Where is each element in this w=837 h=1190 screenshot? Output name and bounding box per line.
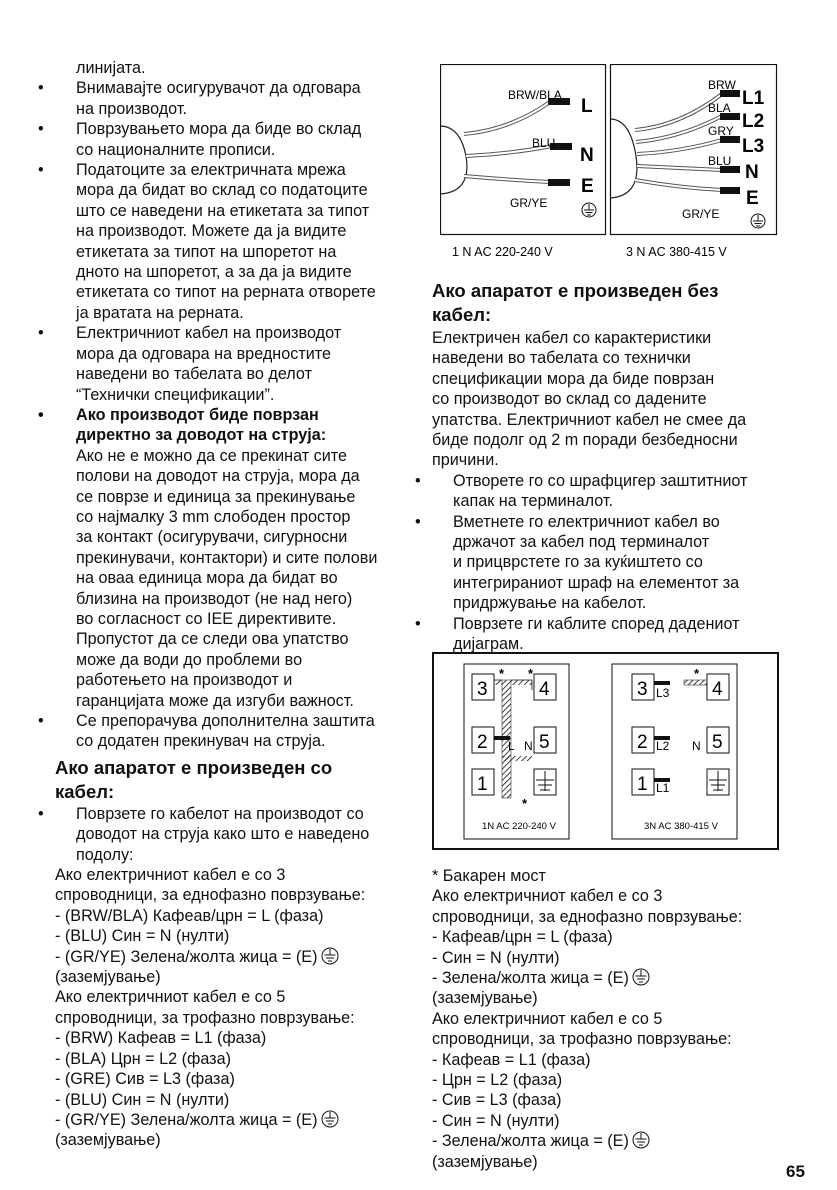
text-line xyxy=(55,1028,415,1048)
text-line-content: спроводници, за трофазно поврзување: xyxy=(432,1030,732,1049)
text-line xyxy=(55,670,415,690)
text-line-content: (заземјување) xyxy=(432,1152,538,1171)
diagram-caption: 3N AC 380-415 V xyxy=(644,821,718,832)
text-line xyxy=(432,410,784,430)
text-line xyxy=(55,804,415,824)
text-line-content: со производот во склад со дадените xyxy=(432,390,707,409)
terminal-number: 5 xyxy=(712,732,723,753)
text-line xyxy=(55,967,415,987)
ground-icon xyxy=(321,947,339,965)
text-line-content: доводот на струја како што е наведено xyxy=(76,825,370,844)
ground-icon xyxy=(751,214,765,228)
diagram-caption: 1N AC 220-240 V xyxy=(482,821,556,832)
text-line xyxy=(432,866,784,886)
text-line xyxy=(432,614,784,634)
terminal-label: E xyxy=(746,188,759,209)
text-line-content: Вметнете го електричниот кабел во xyxy=(453,512,720,531)
text-line-content: држачот за кабел под терминалот xyxy=(453,533,710,552)
terminal-label: L2 xyxy=(742,111,765,132)
text-line xyxy=(55,947,415,967)
text-line xyxy=(55,731,415,751)
text-line-content: близина на производот (не над него) xyxy=(76,589,353,608)
cable-wiring-diagram xyxy=(440,64,780,269)
text-line xyxy=(432,552,784,572)
text-line xyxy=(55,1069,415,1089)
text-line xyxy=(55,711,415,731)
text-line xyxy=(432,1009,784,1029)
heading-line: кабел: xyxy=(55,780,115,802)
text-line xyxy=(432,1131,784,1151)
text-line-content: - Кафеав/црн = L (фаза) xyxy=(432,928,613,947)
text-line-content: и прицврстете го за куќиштето со xyxy=(453,553,703,572)
text-line-content: биде подолг од 2 m поради безбедносни xyxy=(432,431,738,450)
text-line-content: на производот. Можете да ја видите xyxy=(76,222,347,241)
text-line xyxy=(55,180,415,200)
text-line xyxy=(55,242,415,262)
text-line xyxy=(55,650,415,670)
three-phase-cable-diagram xyxy=(610,65,777,260)
wire-end xyxy=(548,179,570,186)
text-line xyxy=(432,968,784,988)
wire-label: BLU xyxy=(708,154,732,168)
terminal-label: L xyxy=(581,96,593,117)
bridge-mark: * xyxy=(522,796,528,811)
text-line-content: - Кафеав = L1 (фаза) xyxy=(432,1050,591,1069)
text-line-content: Податоците за електричната мрежа xyxy=(76,161,346,180)
text-line xyxy=(55,1008,415,1028)
text-line-content: мора да бидат во склад со податоците xyxy=(76,181,368,200)
text-line-content: - (GRE) Сив = L3 (фаза) xyxy=(55,1070,235,1089)
text-line xyxy=(432,1090,784,1110)
right-text-block-2 xyxy=(432,866,784,1172)
terminal-number: 2 xyxy=(477,732,488,753)
terminal-label: L1 xyxy=(656,781,670,795)
text-line xyxy=(55,221,415,241)
text-line xyxy=(432,927,784,947)
text-line xyxy=(55,691,415,711)
text-line-content: - Црн = L2 (фаза) xyxy=(432,1071,563,1090)
text-line-content: со додатен прекинувач на струја. xyxy=(76,732,326,751)
right-column-lower xyxy=(432,866,784,1172)
terminal-number: 3 xyxy=(637,679,648,700)
terminal-number: 5 xyxy=(539,732,550,753)
left-text-block-2 xyxy=(55,804,415,1151)
text-line-content: може да води до проблеми во xyxy=(76,650,303,669)
text-line-content: прекинувачи, контактори) и сите полови xyxy=(76,548,378,567)
text-line xyxy=(55,446,415,466)
text-line-content: Се препорачува дополнителна заштита xyxy=(76,712,375,730)
text-line xyxy=(55,926,415,946)
text-line xyxy=(55,58,415,78)
bridge-mark: * xyxy=(499,666,505,681)
wire-label: BLU xyxy=(532,136,556,150)
text-line xyxy=(432,348,784,368)
text-line xyxy=(432,948,784,968)
text-line xyxy=(55,160,415,180)
text-line-content: капак на терминалот. xyxy=(453,492,613,511)
text-line-content: Поврзете го кабелот на производот со xyxy=(76,804,364,823)
wire-label: GR/YE xyxy=(682,207,720,221)
text-line-content: Електричниот кабел на производот xyxy=(76,324,342,343)
text-line xyxy=(55,1049,415,1069)
text-line xyxy=(432,573,784,593)
terminal-label: N xyxy=(692,739,701,753)
text-line xyxy=(432,1152,784,1172)
text-line xyxy=(55,527,415,547)
bridge-mark: * xyxy=(694,666,700,681)
text-line xyxy=(55,507,415,527)
text-line xyxy=(432,907,784,927)
text-line xyxy=(55,865,415,885)
text-line xyxy=(55,344,415,364)
text-line-content: (заземјување) xyxy=(55,1131,161,1150)
text-line xyxy=(432,471,784,491)
text-line xyxy=(432,532,784,552)
text-line-content: Ако производот биде поврзан xyxy=(76,405,319,424)
text-line-content: Отворете го со шрафцигер заштитниот xyxy=(453,471,748,490)
text-line xyxy=(432,1050,784,1070)
with-cable-heading xyxy=(55,756,415,804)
text-line-content: работењето на производот и xyxy=(76,671,293,690)
text-line-content: се поврзе и единица за прекинување xyxy=(76,487,356,506)
text-line xyxy=(55,548,415,568)
text-line xyxy=(432,1070,784,1090)
terminal-block-diagram xyxy=(432,652,780,857)
without-cable-heading xyxy=(432,279,784,327)
text-line-content: Ако електричниот кабел е со 5 xyxy=(55,988,286,1007)
text-line-content: Поврзете ги каблите според дадениот xyxy=(453,614,740,633)
text-line-content: спроводници, за трофазно поврзување: xyxy=(55,1008,355,1027)
text-line-content: спецификации мора да биде поврзан xyxy=(432,369,715,388)
text-line-content: во согласност со IEE директивите. xyxy=(76,609,337,628)
text-line-content: ја вратата на рерната. xyxy=(76,303,244,322)
text-line-content: за контакт (осигурувачи, сигурносни xyxy=(76,528,348,547)
text-line-content: Ако не е можно да се прекинат сите xyxy=(76,446,348,465)
text-line xyxy=(55,629,415,649)
text-line-content: со најмалку 3 mm слободен простор xyxy=(76,507,351,526)
text-line xyxy=(55,405,415,425)
text-line-content: - (GR/YE) Зелена/жолта жица = (E) xyxy=(55,1110,318,1129)
text-line xyxy=(55,201,415,221)
text-line-content: спроводници, за еднофазно поврзување: xyxy=(55,886,366,905)
text-line xyxy=(55,323,415,343)
terminal-number: 4 xyxy=(712,679,723,700)
text-line-content: мора да одговара на вредностите xyxy=(76,344,332,363)
text-line-content: - Син = N (нулти) xyxy=(432,948,560,967)
single-phase-terminal-panel xyxy=(464,664,569,839)
text-line xyxy=(55,589,415,609)
text-line xyxy=(55,119,415,139)
text-line xyxy=(55,364,415,384)
text-line xyxy=(55,487,415,507)
wire-label: BLA xyxy=(708,101,731,115)
text-line xyxy=(432,988,784,1008)
terminal-number: 2 xyxy=(637,732,648,753)
ground-icon xyxy=(321,1110,339,1128)
text-line xyxy=(432,886,784,906)
right-column-upper xyxy=(432,279,784,655)
text-line xyxy=(55,1110,415,1130)
terminal-number: 3 xyxy=(477,679,488,700)
text-line-content: подолу: xyxy=(76,845,134,864)
wire-label: BRW xyxy=(708,78,736,92)
text-line-content: - Зелена/жолта жица = (E) xyxy=(432,969,629,988)
text-line xyxy=(432,430,784,450)
text-line-content: со националните прописи. xyxy=(76,140,276,159)
text-line xyxy=(432,512,784,532)
terminal-label: L xyxy=(508,739,515,753)
text-line-content: на оваа единица мора да бидат во xyxy=(76,569,338,588)
text-line-content: - (GR/YE) Зелена/жолта жица = (E) xyxy=(55,947,318,966)
right-text-block-1 xyxy=(432,328,784,655)
text-line-content: Ако електричниот кабел е со 5 xyxy=(432,1009,663,1028)
text-line xyxy=(55,262,415,282)
terminal-label: N xyxy=(745,162,759,183)
text-line-content: “Технички спецификации”. xyxy=(76,385,275,404)
text-line-content: етикетата со типот на рерната отворете xyxy=(76,283,376,302)
text-line xyxy=(432,593,784,613)
text-line xyxy=(55,824,415,844)
text-line xyxy=(432,450,784,470)
terminal-label: N xyxy=(524,739,533,753)
text-line-content: наведени во табелата со технички xyxy=(432,349,691,368)
text-line xyxy=(55,885,415,905)
text-line-content: (заземјување) xyxy=(432,989,538,1008)
bridge-mark: * xyxy=(528,666,534,681)
text-line-content: Пропустот да се следи ова упатство xyxy=(76,630,349,649)
text-line xyxy=(55,99,415,119)
text-line-content: - (BLU) Син = N (нулти) xyxy=(55,1090,230,1109)
terminal-number: 1 xyxy=(637,774,648,795)
terminal-label: L2 xyxy=(656,739,670,753)
text-line-content: што се наведени на етикетата за типот xyxy=(76,201,370,220)
text-line xyxy=(432,1111,784,1131)
text-line xyxy=(432,389,784,409)
terminal-label: L1 xyxy=(742,88,765,109)
text-line-content: * Бакарен мост xyxy=(432,867,546,885)
terminal-label: N xyxy=(580,145,594,166)
cable-sheath xyxy=(440,126,467,194)
text-line-content: придржување на кабелот. xyxy=(453,594,647,613)
text-line xyxy=(55,906,415,926)
terminal-number: 4 xyxy=(539,679,550,700)
text-line-content: - Сив = L3 (фаза) xyxy=(432,1091,562,1110)
wire-label: BRW/BLA xyxy=(508,88,562,102)
text-line-content: (заземјување) xyxy=(55,968,161,987)
text-line xyxy=(55,466,415,486)
left-text-block-1 xyxy=(55,58,415,752)
text-line xyxy=(55,425,415,445)
diagram-caption: 1 N AC 220-240 V xyxy=(452,245,553,259)
text-line xyxy=(432,328,784,348)
text-line-content: - (BLU) Син = N (нулти) xyxy=(55,927,230,946)
text-line-content: упатства. Електричниот кабел не смее да xyxy=(432,410,747,429)
terminal-label: L3 xyxy=(742,136,765,157)
ground-icon xyxy=(632,1131,650,1149)
wire-label: GRY xyxy=(708,124,734,138)
text-line-content: гаранцијата може да изгуби важност. xyxy=(76,691,354,710)
wire xyxy=(464,102,550,134)
heading-line: Ако апаратот е произведен без xyxy=(432,280,719,301)
cable-sheath xyxy=(610,119,637,198)
left-column xyxy=(55,58,415,1151)
terminal-label: L3 xyxy=(656,686,670,700)
text-line-content: - (BLA) Црн = L2 (фаза) xyxy=(55,1049,231,1068)
text-line xyxy=(55,78,415,98)
ground-icon xyxy=(632,968,650,986)
text-line-content: Поврзувањето мора да биде во склад xyxy=(76,120,362,139)
text-line-content: спроводници, за еднофазно поврзување: xyxy=(432,907,743,926)
text-line-content: интегрираниот шраф на елементот за xyxy=(453,573,740,592)
text-line-content: наведени во табелата во делот xyxy=(76,365,312,384)
text-line-content: дното на шпоретот, а за да ја видите xyxy=(76,263,352,282)
text-line-content: дијаграм. xyxy=(453,635,524,654)
text-line-content: директно за доводот на струја: xyxy=(76,426,327,445)
text-line xyxy=(55,385,415,405)
terminal-number: 1 xyxy=(477,774,488,795)
text-line-content: Ако електричниот кабел е со 3 xyxy=(55,866,286,885)
text-line xyxy=(55,1090,415,1110)
text-line-content: - Син = N (нулти) xyxy=(432,1111,560,1130)
text-line xyxy=(432,1029,784,1049)
diagram-caption: 3 N AC 380-415 V xyxy=(626,245,727,259)
text-line xyxy=(55,282,415,302)
text-line-content: - (BRW/BLA) Кафеав/црн = L (фаза) xyxy=(55,906,324,925)
terminal-label: E xyxy=(581,176,594,197)
heading-line: Ако апаратот е произведен со xyxy=(55,756,333,778)
text-line xyxy=(55,845,415,865)
text-line xyxy=(55,1130,415,1150)
text-line-content: на производот. xyxy=(76,99,187,118)
text-line-content: - Зелена/жолта жица = (E) xyxy=(432,1132,629,1151)
page-number: 65 xyxy=(786,1162,805,1181)
text-line xyxy=(55,303,415,323)
text-line xyxy=(55,140,415,160)
text-line xyxy=(55,987,415,1007)
wire-label: GR/YE xyxy=(510,196,548,210)
text-line xyxy=(55,609,415,629)
text-line-content: Ако електричниот кабел е со 3 xyxy=(432,887,663,906)
text-line-content: - (BRW) Кафеав = L1 (фаза) xyxy=(55,1029,267,1048)
wire xyxy=(464,102,550,134)
text-line xyxy=(432,369,784,389)
text-line-content: линијата. xyxy=(76,59,146,77)
text-line-content: причини. xyxy=(432,451,499,470)
heading-line: кабел: xyxy=(432,304,492,325)
text-line xyxy=(55,568,415,588)
text-line xyxy=(432,491,784,511)
text-line-content: етикетата за типот на шпоретот на xyxy=(76,242,337,261)
text-line-content: Електричен кабел со карактеристики xyxy=(432,329,712,347)
text-line-content: полови на доводот на струја, мора да xyxy=(76,467,360,486)
single-phase-cable-diagram xyxy=(440,65,606,260)
ground-icon xyxy=(582,203,596,217)
three-phase-terminal-panel xyxy=(612,664,737,839)
text-line-content: Внимавајте осигурувачот да одговара xyxy=(76,79,361,98)
